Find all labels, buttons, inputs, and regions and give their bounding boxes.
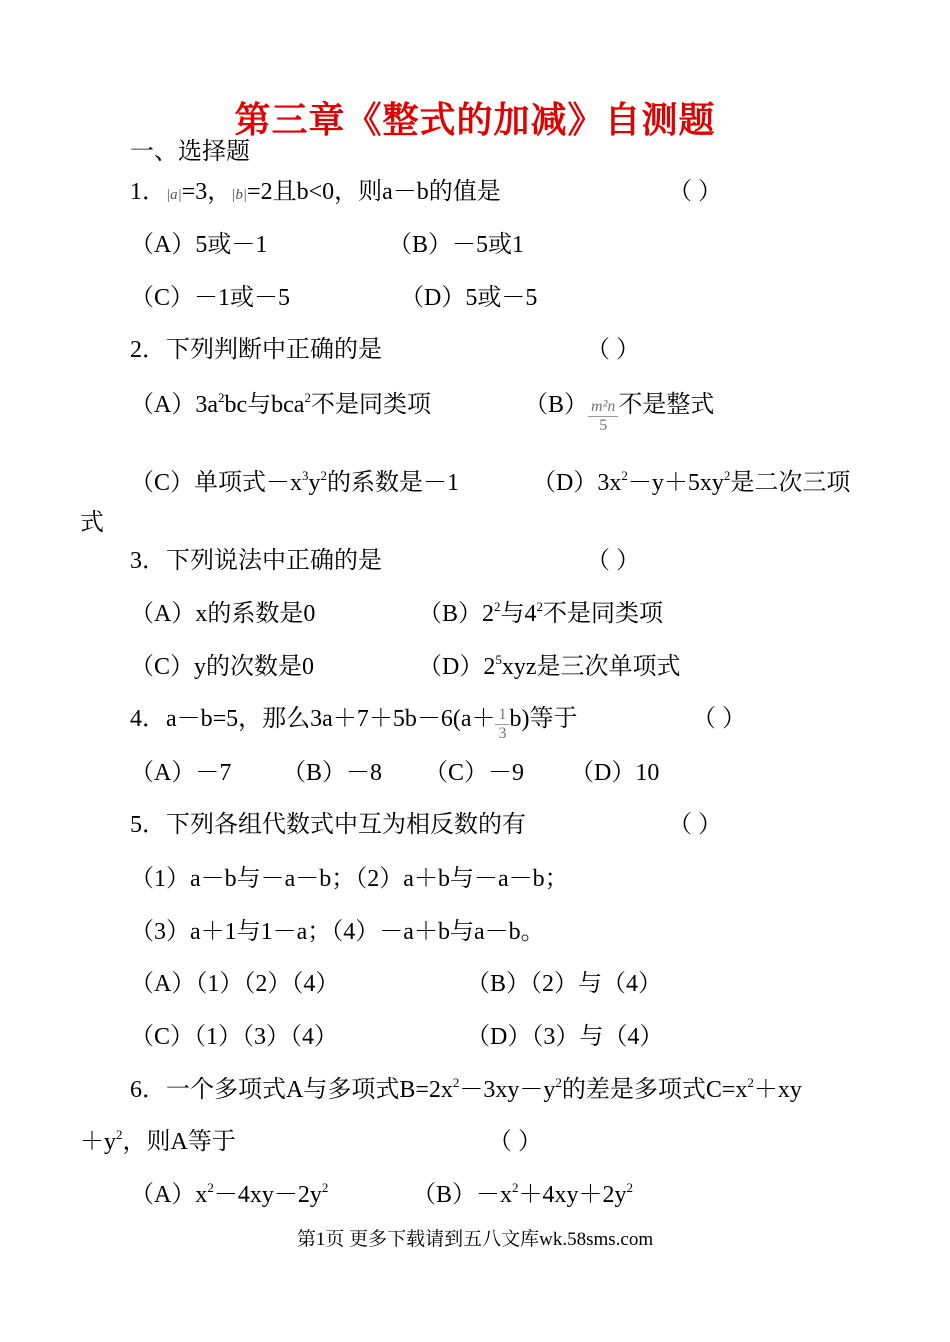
- q3-option-c: （C）y的次数是0: [130, 654, 315, 680]
- q5-option-c: （C）（1）（3）（4）: [130, 1024, 339, 1050]
- question-6-stem-wrap: [80, 1127, 236, 1157]
- q6-b-text-1: （B）－x: [412, 1182, 513, 1208]
- section-heading: 一、选择题: [130, 139, 250, 165]
- fraction-numerator: m²n: [588, 398, 618, 417]
- q3-option-a: （A）x的系数是0: [130, 601, 316, 627]
- question-3-stem: 3．下列说法中正确的是: [130, 548, 382, 574]
- q2-b-text-1: （B）: [524, 392, 589, 418]
- q2-c-text-1: （C）单项式－x: [130, 470, 303, 496]
- question-1-stem: [130, 177, 501, 210]
- q6-option-b: [412, 1180, 633, 1210]
- q4-option-c: （C）－9: [424, 760, 525, 786]
- q6-b-sup-2: 2: [626, 1180, 634, 1195]
- q6-sup-3: 2: [747, 1075, 754, 1090]
- q5-item-line-2: （3）a＋1与1－a；（4）－a＋b与a－b。: [130, 919, 545, 945]
- q3-b-text-3: 不是同类项: [543, 601, 664, 627]
- q6-wrap-text-1: ＋y: [80, 1129, 116, 1155]
- q2-c-sup-1: 3: [302, 468, 309, 483]
- fraction-numerator: 1: [495, 706, 509, 725]
- question-2-stem: 2．下列判断中正确的是: [130, 337, 382, 363]
- q2-c-text-3: 的系数是－1: [327, 470, 460, 496]
- q2-c-sup-2: 2: [320, 468, 328, 483]
- question-6-stem: [130, 1075, 802, 1105]
- q1-option-c: （C）－1或－5: [130, 285, 291, 311]
- question-1-text-b: =2且b<0，则a－b的值是: [247, 179, 501, 205]
- q2-option-c: [130, 468, 459, 498]
- fraction-denominator: 5: [599, 417, 608, 434]
- abs-b: |b|: [231, 187, 248, 203]
- q2-d-text-1: （D）3x: [532, 470, 622, 496]
- q3-option-d: [418, 652, 681, 682]
- q4-option-a: （A）－7: [130, 760, 232, 786]
- q2-a-text-1: （A）3a: [130, 392, 218, 418]
- q3-option-b: [418, 599, 663, 629]
- q2-option-d-wrap: 式: [80, 510, 104, 536]
- q3-b-text-1: （B）2: [418, 601, 495, 627]
- q4-text-2: b)等于: [509, 706, 578, 732]
- q2-a-sup-1: 2: [217, 390, 225, 405]
- q3-b-sup-1: 2: [494, 599, 501, 614]
- q2-d-text-3: 是二次三项: [730, 470, 851, 496]
- q6-text-2: －3xy－y: [459, 1077, 556, 1103]
- q6-sup-1: 2: [452, 1075, 460, 1090]
- answer-paren: （ ）: [488, 1129, 542, 1155]
- question-5-stem: 5．下列各组代数式中互为相反数的有: [130, 812, 526, 838]
- q4-text-1: 4．a－b=5，那么3a＋7＋5b－6(a＋: [130, 706, 496, 732]
- q3-b-sup-2: 2: [536, 599, 544, 614]
- page-footer: 第1页 更多下载请到五八文库wk.58sms.com: [296, 1229, 654, 1250]
- q2-a-sup-2: 2: [304, 390, 311, 405]
- q6-sup-4: 2: [116, 1127, 123, 1142]
- q1-option-b: （B）－5或1: [388, 232, 525, 258]
- abs-a: |a|: [166, 187, 182, 203]
- q3-b-text-2: 与4: [500, 601, 537, 627]
- q6-b-sup-1: 2: [512, 1180, 519, 1195]
- question-4-stem: [130, 704, 577, 743]
- q5-option-d: （D）（3）与（4）: [466, 1024, 664, 1050]
- q2-d-sup-1: 2: [621, 468, 628, 483]
- q2-option-d: [532, 468, 850, 498]
- q6-wrap-text-2: ，则A等于: [122, 1129, 236, 1155]
- q6-text-4: ＋xy: [753, 1077, 802, 1103]
- q2-a-text-3: 不是同类项: [310, 392, 431, 418]
- q6-sup-2: 2: [555, 1075, 562, 1090]
- q5-option-b: （B）（2）与（4）: [466, 971, 663, 997]
- q2-option-a: [130, 390, 431, 420]
- q3-d-text-2: xyz是三次单项式: [501, 654, 681, 680]
- question-1-number: 1．: [130, 179, 166, 205]
- answer-paren: （ ）: [586, 548, 640, 574]
- q3-d-sup: 5: [495, 652, 502, 667]
- q4-option-b: （B）－8: [282, 760, 383, 786]
- fraction-one-third: [495, 706, 509, 743]
- q4-option-d: （D）10: [570, 760, 660, 786]
- q6-text-1: 6．一个多项式A与多项式B=2x: [130, 1077, 453, 1103]
- q2-c-text-2: y: [308, 470, 321, 496]
- q3-d-text-1: （D）2: [418, 654, 496, 680]
- answer-paren: （ ）: [668, 812, 722, 838]
- answer-paren: （ ）: [586, 337, 640, 363]
- q6-b-text-2: ＋4xy＋2y: [518, 1182, 627, 1208]
- q2-d-text-2: －y＋5xy: [627, 470, 724, 496]
- fraction-m2n-over-5: [588, 398, 618, 435]
- q1-option-a: （A）5或－1: [130, 232, 268, 258]
- q6-a-text-1: （A）x: [130, 1182, 208, 1208]
- q2-a-text-2: bc与bca: [224, 392, 305, 418]
- question-1-text-a: =3，: [181, 179, 232, 205]
- q6-a-text-2: －4xy－2y: [213, 1182, 322, 1208]
- q6-text-3: 的差是多项式C=x: [561, 1077, 748, 1103]
- answer-paren: （ ）: [668, 179, 722, 205]
- q1-option-d: （D）5或－5: [400, 285, 538, 311]
- q6-a-sup-1: 2: [207, 1180, 214, 1195]
- answer-paren: （ ）: [692, 706, 746, 732]
- q5-option-a: （A）（1）（2）（4）: [130, 971, 340, 997]
- q2-option-b: [524, 390, 714, 435]
- q6-option-a: [130, 1180, 328, 1210]
- q2-b-text-2: 不是整式: [618, 392, 715, 418]
- q6-a-sup-2: 2: [321, 1180, 329, 1195]
- page-title: 第三章《整式的加减》自测题: [234, 100, 716, 141]
- fraction-denominator: 3: [498, 725, 507, 742]
- q2-d-sup-2: 2: [723, 468, 731, 483]
- q5-item-line-1: （1）a－b与－a－b；（2）a＋b与－a－b；: [130, 866, 569, 892]
